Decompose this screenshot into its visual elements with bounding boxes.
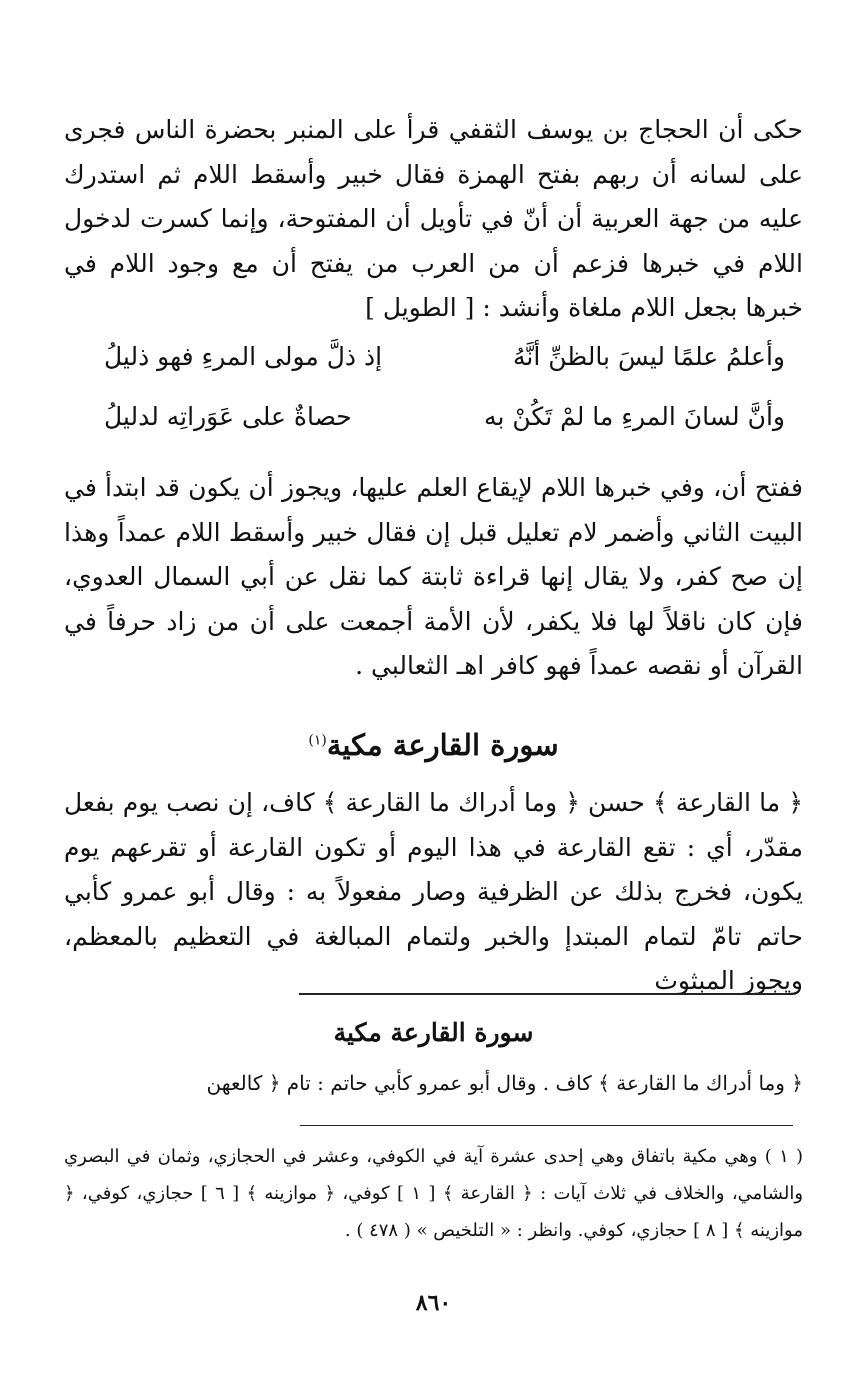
verse-first-hemistich: وأنَّ لسانَ المرءِ ما لمْ تَكُنْ به <box>484 402 785 431</box>
margin-heading: سورة القارعة مكية <box>333 1018 534 1047</box>
footnote: ( ١ ) وهي مكية باتفاق وهي إحدى عشرة آية في الكوفي، وعشر في الحجازي، وثمان في البصري والشامي، والخلاف في ثلاث آيات : ﴿ القارعة ﴾ [ ١ ] كوفي، ﴿ موازينه ﴾ [ ٦ ] حجازي، كوفي، ﴿ موازينه ﴾ [ ٨ ] حجازي، كوفي. وانظر : « التلخيص » ( ٤٧٨ ) . <box>64 1146 804 1241</box>
footnote-divider <box>300 1125 793 1126</box>
poem-verse-1 <box>64 342 803 386</box>
body-paragraph-2: ففتح أن، وفي خبرها اللام لإيقاع العلم عليها، ويجوز أن يكون قد ابتدأ في البيت الثاني وأضمر لام تعليل قبل إن فقال خبير وأسقط اللام عمداً وهذا إن صح كفر، ولا يقال إنها قراءة ثابتة كما نقل عن أبي السمال العدوي، فإن كان ناقلاً لها فلا يكفر، لأن الأمة أجمعت على أن من زاد حرفاً في القرآن أو نقصه عمداً فهو كافر اهـ الثعالبي . <box>64 473 803 681</box>
footnote-reference: (١) <box>308 732 327 749</box>
poem-verse-2 <box>64 402 803 446</box>
body-paragraph-3: ﴿ ما القارعة ﴾ حسن ﴿ وما أدراك ما القارعة ﴾ كاف، إن نصب يوم بفعل مقدّر، أي : تقع القارعة في هذا اليوم أو تكون القارعة أو تقرعهم يوم يكون، فخرج بذلك عن الظرفية وصار مفعولاً به : وقال أبو عمرو كأبي حاتم تامّ لتمام المبتدإ والخبر ولتمام المبالغة في التعظيم بالمعظم، ويجوز المبثوث <box>64 788 803 996</box>
verse-second-hemistich: حصاةٌ على عَوَراتِه لدليلُ <box>104 402 352 431</box>
divider-line <box>299 993 793 995</box>
verse-first-hemistich: وأعلمُ علمًا ليسَ بالظنِّ أنَّهُ <box>513 342 785 371</box>
verse-second-hemistich: إذ ذلَّ مولى المرءِ فهو ذليلُ <box>104 342 383 371</box>
page-number: ٨٦٠ <box>415 1290 452 1316</box>
surah-title: سورة القارعة مكية <box>326 728 559 762</box>
surah-heading <box>64 728 803 762</box>
body-paragraph-1: حكى أن الحجاج بن يوسف الثقفي قرأ على المنبر بحضرة الناس فجرى على لسانه أن ربهم بفتح الهمزة فقال خبير وأسقط اللام ثم استدرك عليه من جهة العربية أن أنّ في تأويل أن المفتوحة، وإنما كسرت لدخول اللام في خبرها فزعم أن من العرب من يفتح أن مع وجود اللام في خبرها بجعل اللام ملغاة وأنشد : [ الطويل ] <box>64 115 803 323</box>
margin-text-line: ﴿ وما أدراك ما القارعة ﴾ كاف . وقال أبو عمرو كأبي حاتم : تام ﴿ كالعهن <box>206 1071 803 1095</box>
